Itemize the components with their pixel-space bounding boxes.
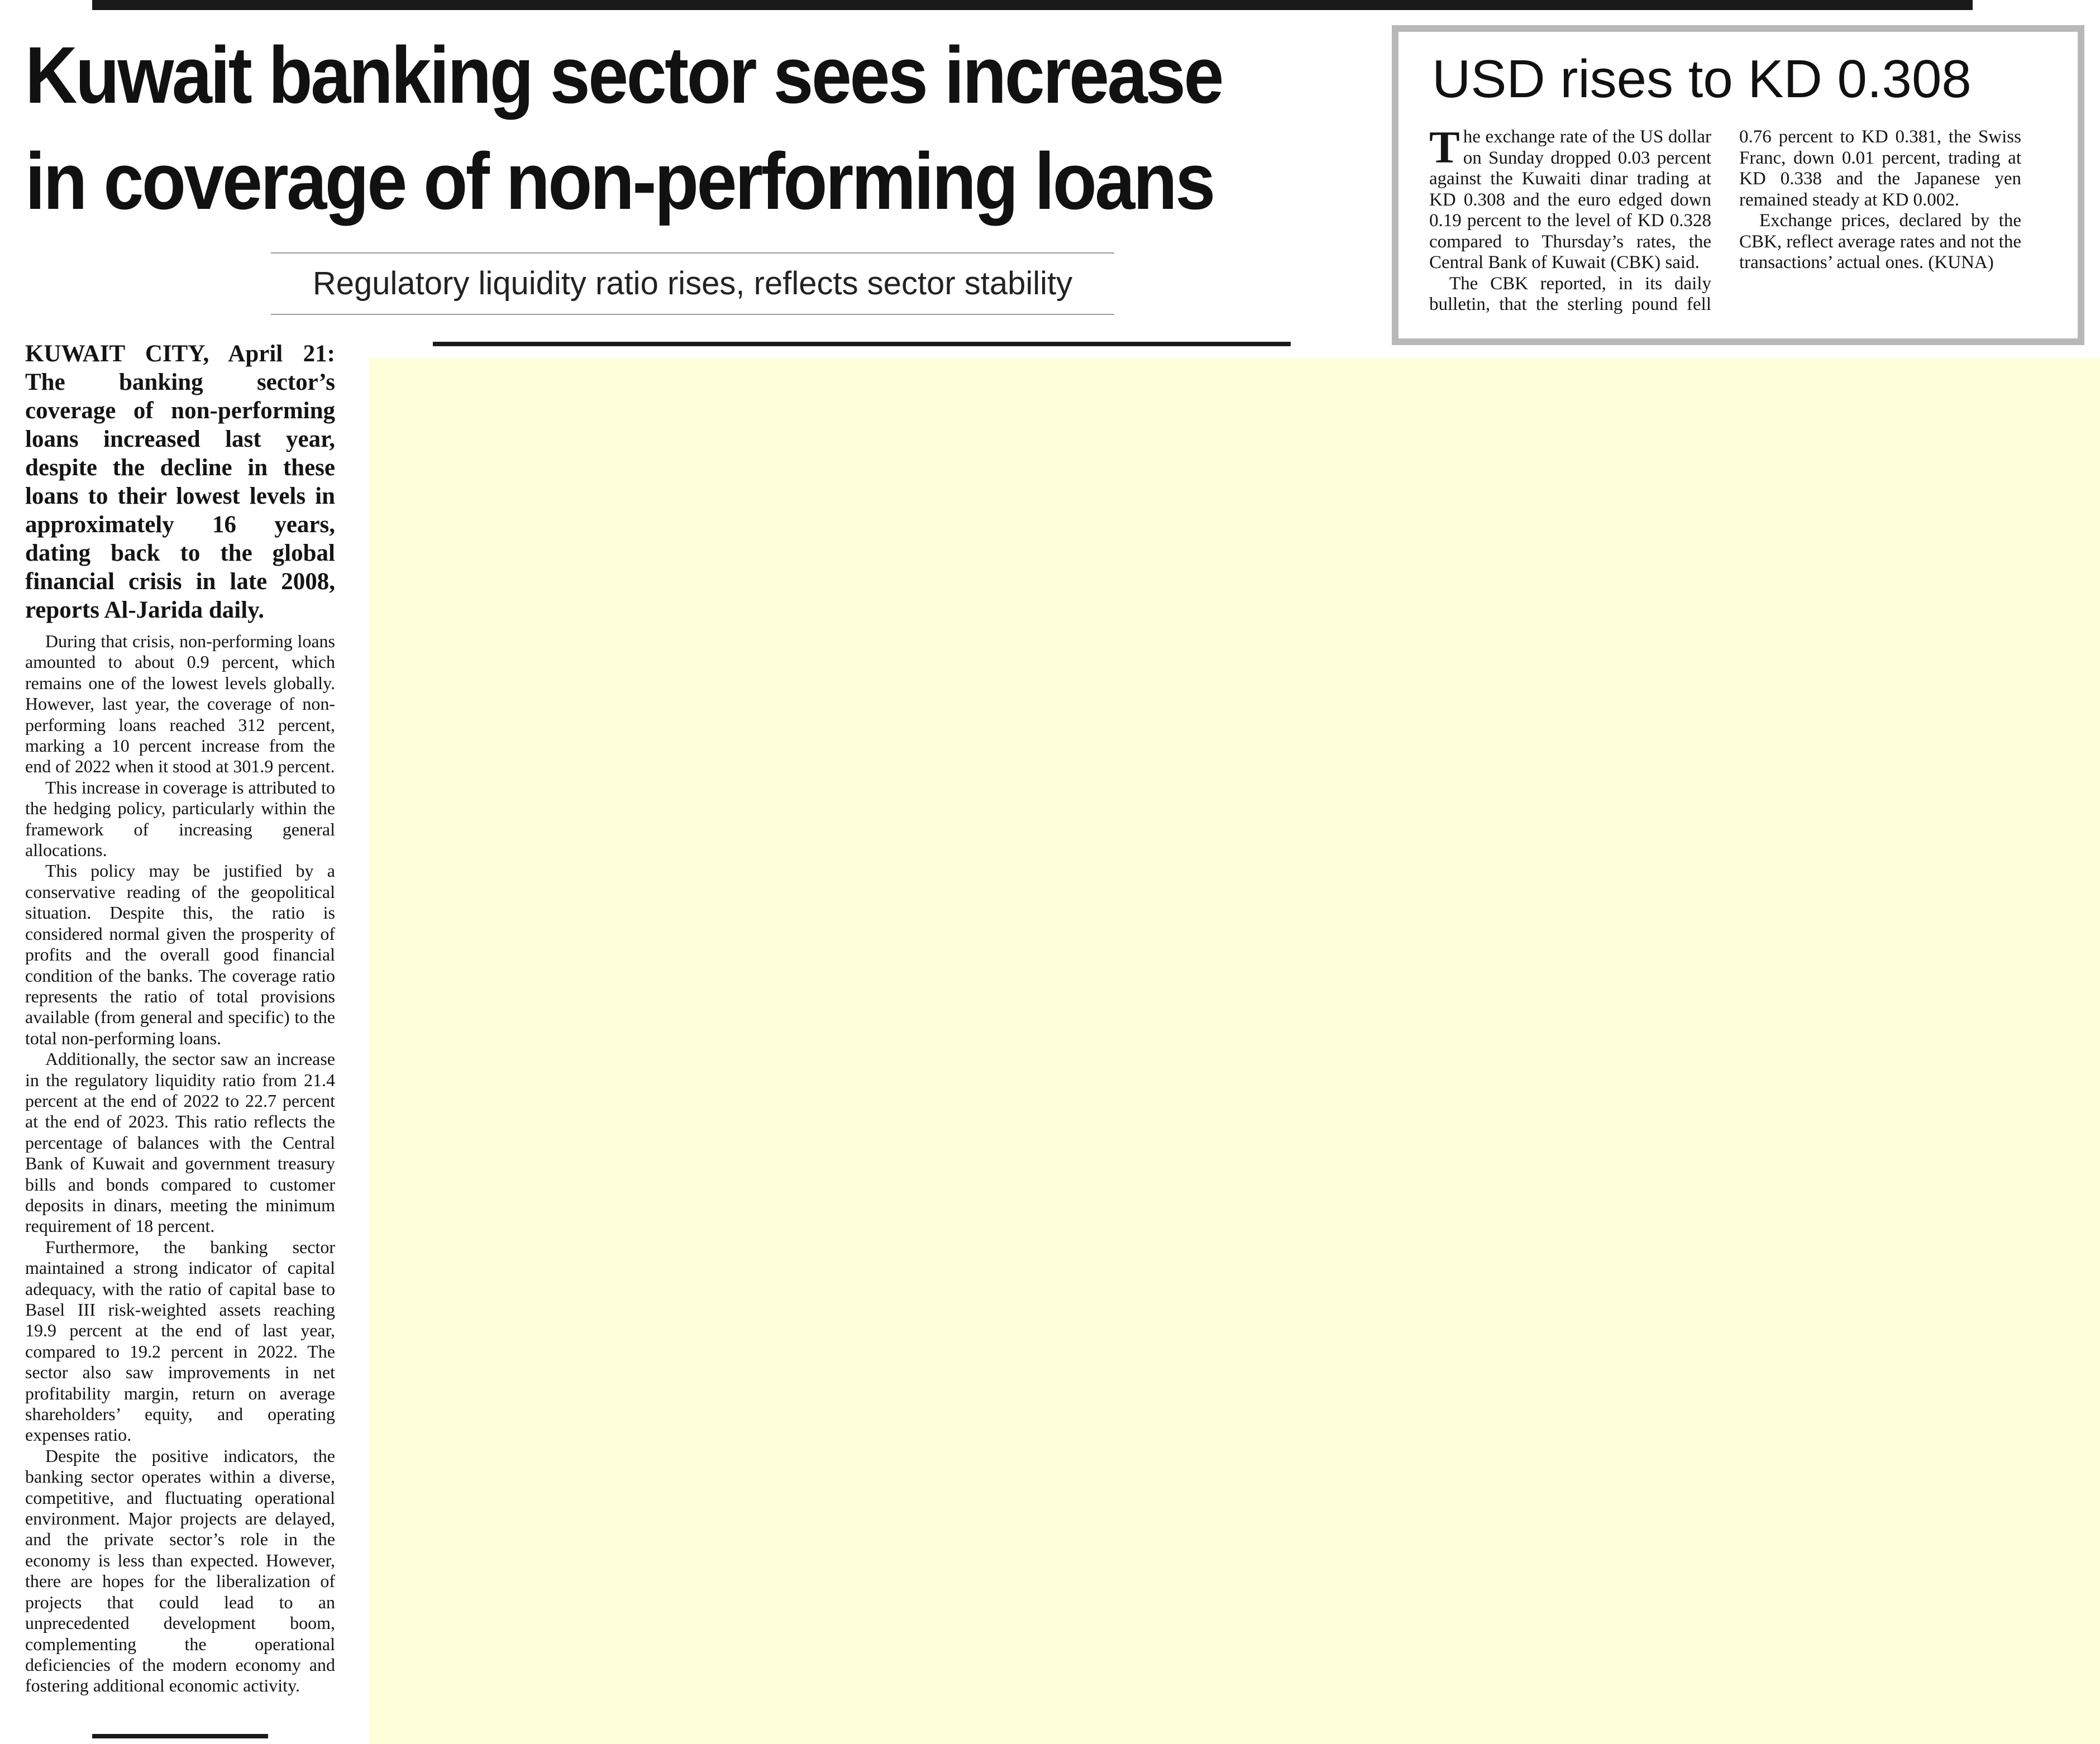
sidebar-paragraph: The CBK reported, in its daily bulletin, that the sterling pound fell 0.76 percent to KD 0.381, the Swiss Franc, down 0.01 percent, trading at KD 0.338 and the Japanese yen remained steady at KD 0.002. (1429, 127, 2021, 314)
article-paragraph: This increase in coverage is attributed to the hedging policy, particularly within the framework of increasing general allocations. (25, 777, 335, 861)
subheadline: Regulatory liquidity ratio rises, reflects sector stability (271, 252, 1114, 315)
headline (25, 22, 1247, 235)
top-rule (92, 0, 1973, 10)
article-paragraph: During that crisis, non-performing loans amounted to about 0.9 percent, which remains one of the lowest levels globally. However, last year, the coverage of non-performing loans reached 312 percent, marking a 10 percent increase from the end of 2022 when it stood at 301.9 percent. (25, 631, 335, 777)
headline-line-2: in coverage of non-performing loans (25, 136, 1214, 226)
sidebar-paragraph-text: he exchange rate of the US dollar on Sunday dropped 0.03 percent against the Kuwaiti dinar trading at KD 0.308 and the euro edged down 0.19 percent to the level of KD 0.328 compared to Thursday’s rates, the Central Bank of Kuwait (CBK) said. (1429, 127, 1711, 273)
article-column (25, 340, 335, 1697)
end-rule (92, 1734, 268, 1738)
sidebar-paragraph (1429, 122, 1711, 274)
sidebar-paragraph: Exchange prices, declared by the CBK, reflect average rates and not the transactions’ actual ones. (KUNA) (1739, 211, 2021, 273)
sidebar-box (1392, 25, 2084, 345)
sidebar-title: USD rises to KD 0.308 (1432, 49, 1972, 109)
article-paragraph: Furthermore, the banking sector maintained a strong indicator of capital adequacy, with the ratio of capital base to Basel III risk-weighted assets reaching 19.9 percent at the end of last year, compared to 19.2 percent in 2022. The sector also saw improvements in net profitability margin, return on average shareholders’ equity, and operating expenses ratio. (25, 1236, 335, 1445)
article-paragraph: This policy may be justified by a conservative reading of the geopolitical situation. Despite this, the ratio is considered normal given the prosperity of profits and the overall good financial condition of the banks. The coverage ratio represents the ratio of total provisions available (from general and specific) to the total non-performing loans. (25, 861, 335, 1048)
headline-line-1: Kuwait banking sector sees increase (25, 30, 1222, 120)
article-paragraph: Additionally, the sector saw an increase in the regulatory liquidity ratio from 21.4 percent at the end of 2022 to 22.7 percent at the end of 2023. This ratio reflects the percentage of balances with the Central Bank of Kuwait and government treasury bills and bonds compared to customer deposits in dinars, meeting the minimum requirement of 18 percent. (25, 1049, 335, 1236)
advertisement-space (369, 357, 2100, 1744)
section-rule (433, 342, 1291, 346)
sidebar-body (1429, 122, 2021, 331)
dropcap: T (1429, 122, 1460, 173)
article-lead: KUWAIT CITY, April 21: The banking sector’s coverage of non-performing loans increased last year, despite the decline in these loans to their lowest levels in approximately 16 years, dating back to the global financial crisis in late 2008, reports Al-Jarida daily. (25, 341, 335, 623)
article-paragraph: Despite the positive indicators, the banking sector operates within a diverse, competitive, and fluctuating operational environment. Major projects are delayed, and the private sector’s role in the economy is less than expected. However, there are hopes for the liberalization of projects that could lead to an unprecedented development boom, complementing the operational deficiencies of the modern economy and fostering additional economic activity. (25, 1445, 335, 1696)
